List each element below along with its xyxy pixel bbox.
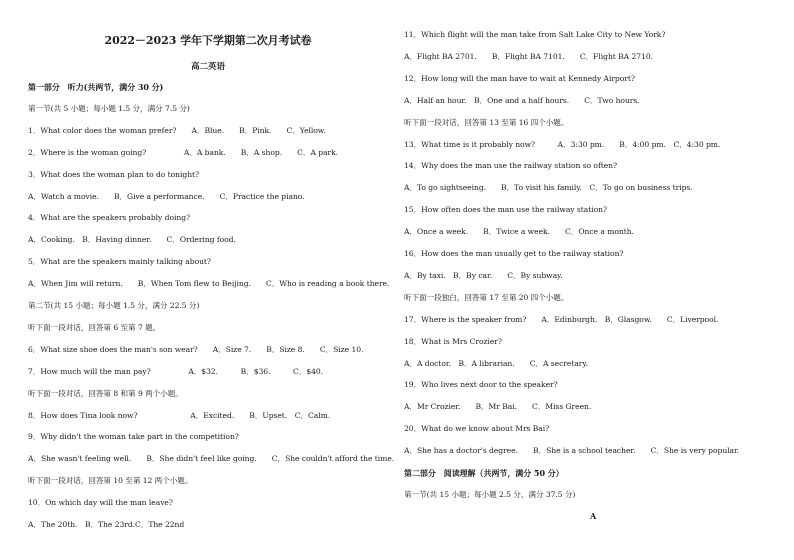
right-line: A．Flight BA 2701. B．Flight BA 7101. C．Flight BA 2710. — [404, 51, 653, 61]
right-line: 第一节(共 15 小题；每小题 2.5 分，满分 37.5 分) — [404, 489, 576, 499]
left-line: 听下面一段对话，回答第 10 至第 12 两个小题。 — [28, 476, 193, 486]
left-line: 第一节(共 5 小题；每小题 1.5 分，满分 7.5 分) — [28, 103, 190, 113]
left-line: 9．Why didn't the woman take part in the competition? — [28, 432, 239, 442]
left-line: 8．How does Tina look now? A．Excited. B．Upset. C．Calm. — [28, 410, 331, 420]
exam-title: 2022－2023 学年下学期第二次月考试卷 — [104, 34, 312, 47]
right-line: 13．What time is it probably now? A．3:30 pm. B．4:00 pm. C．4:30 pm. — [404, 139, 721, 149]
left-line: 4．What are the speakers probably doing? — [28, 213, 191, 223]
right-line: A．She has a doctor's degree. B．She is a school teacher. C．She is very popular. — [404, 446, 740, 456]
left-line: 2．Where is the woman going? A．A bank. B．A shop. C．A park. — [28, 147, 339, 157]
left-line: 10．On which day will the man leave? — [28, 498, 173, 508]
left-line: 听下面一段对话，回答第 8 和第 9 两个小题。 — [28, 388, 183, 398]
left-line: A．When Jim will return. B．When Tom flew to Beijing. C．Who is reading a book there. — [28, 279, 390, 289]
right-line: 听下面一段对话，回答第 13 至第 16 四个小题。 — [404, 117, 569, 127]
left-line: 1．What color does the woman prefer? A．Blue. B．Pink. C．Yellow. — [28, 125, 326, 135]
left-line: 3．What does the woman plan to do tonight? — [28, 169, 200, 179]
right-line: A．Once a week. B．Twice a week. C．Once a month. — [404, 227, 634, 237]
left-line: 7．How much will the man pay? A．$32. B．$36. C．$40. — [28, 366, 324, 376]
right-line: A．Half an hour. B．One and a half hours. C．Two hours. — [404, 95, 640, 105]
right-line: A．To go sightseeing. B．To visit his family. C．To go on business trips. — [404, 183, 693, 193]
right-line: 18．What is Mrs Crozier? — [404, 336, 502, 346]
left-line: A．Watch a movie. B．Give a performance. C．Practice the piano. — [28, 191, 305, 201]
right-line: 15．How often does the man use the railway station? — [404, 205, 607, 215]
left-line: A．She wasn't feeling well. B．She didn't feel like going. C．She couldn't afford the time. — [28, 454, 395, 464]
subject-title: 高二英语 — [191, 62, 225, 72]
right-line: 第二部分 阅读理解（共两节，满分 50 分） — [404, 468, 564, 478]
right-line: 17．Where is the speaker from? A．Edinburgh. B．Glasgow. C．Liverpool. — [404, 314, 719, 324]
right-line: 11．Which flight will the man take from Salt Lake City to New York? — [404, 30, 666, 39]
right-line: 16．How does the man usually get to the railway station? — [404, 249, 624, 258]
left-line: 6．What size shoe does the man's son wear? A．Size 7. B．Size 8. C．Size 10. — [28, 344, 364, 354]
left-line: 5．What are the speakers mainly talking about? — [28, 257, 211, 267]
left-line: 第一部分 听力(共两节，满分 30 分) — [28, 82, 164, 92]
right-line: A．By taxi. B．By car. C．By subway. — [404, 270, 563, 280]
right-line: 19．Who lives next door to the speaker? — [404, 380, 558, 390]
left-line: A．Cooking. B．Having dinner. C．Ordering food. — [28, 235, 236, 245]
right-line: 20．What do we know about Mrs Bai? — [404, 424, 550, 434]
right-line: 12．How long will the man have to wait at Kennedy Airport? — [404, 73, 635, 83]
passage-marker: A — [590, 511, 597, 521]
right-line: A．Mr Crozier. B．Mr Bai. C．Miss Green. — [404, 402, 592, 412]
left-line: 听下面一段对话，回答第 6 至第 7 题。 — [28, 322, 161, 332]
left-line: A．The 20th. B．The 23rd.C．The 22nd — [28, 520, 185, 529]
left-line: 第二节(共 15 小题；每小题 1.5 分，满分 22.5 分) — [28, 301, 200, 310]
right-line: 听下面一段独白，回答第 17 至第 20 四个小题。 — [404, 292, 569, 302]
right-line: 14．Why does the man use the railway station so often? — [404, 161, 618, 171]
right-line: A．A doctor. B．A librarian. C．A secretary. — [404, 358, 588, 368]
